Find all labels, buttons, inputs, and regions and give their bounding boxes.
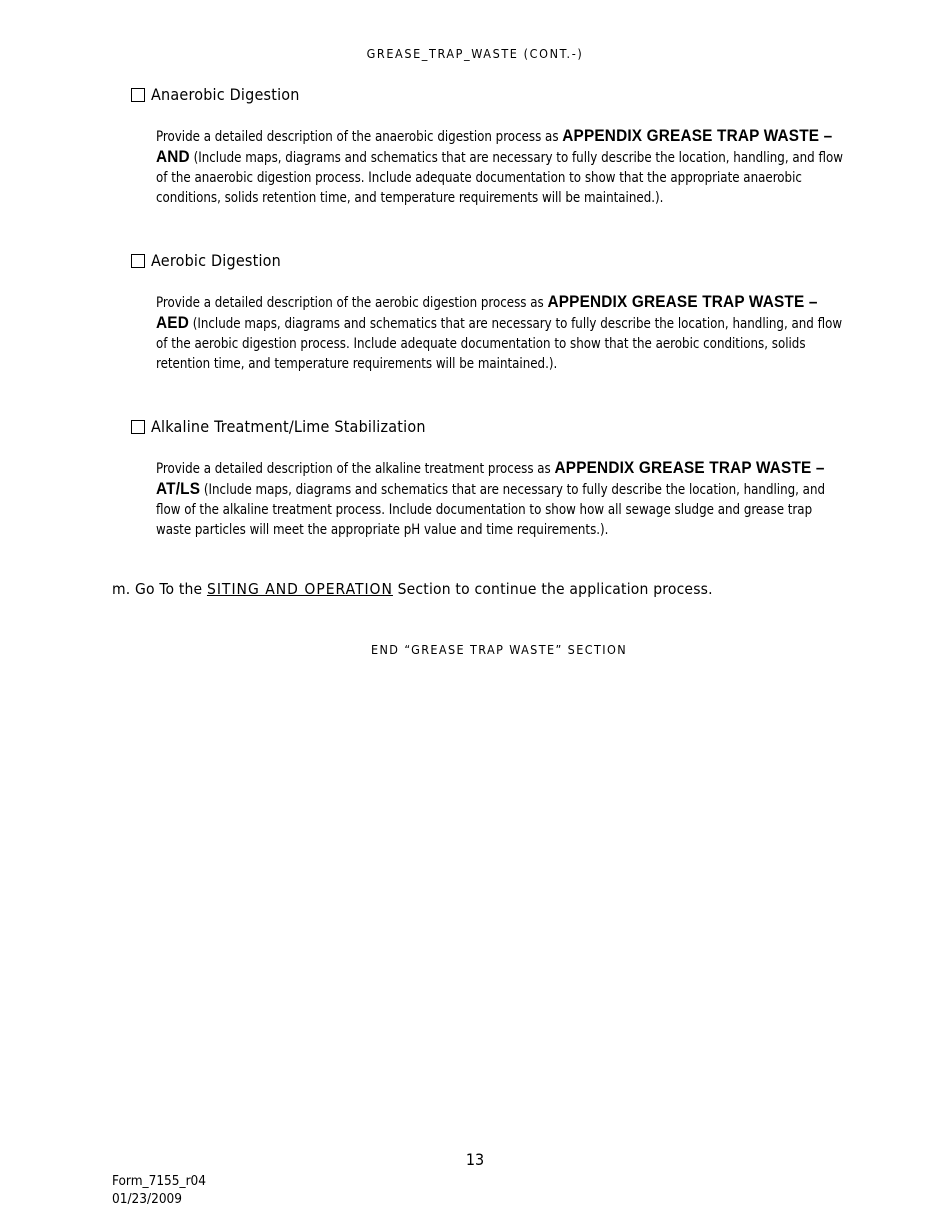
form-number: Form_7155_r04 — [112, 1173, 207, 1189]
option-alkaline-treatment[interactable] — [131, 417, 426, 436]
appendix-reference: APPENDIX GREASE TRAP WASTE – AT/LS — [156, 459, 825, 498]
form-date: 01/23/2009 — [112, 1191, 182, 1207]
anaerobic-digestion-label: Anaerobic Digestion — [151, 85, 300, 104]
aerobic-digestion-description — [156, 292, 846, 374]
description-text: Provide a detailed description of the aerobic digestion process as — [156, 295, 548, 311]
goto-suffix: Section to continue the application process. — [392, 580, 713, 598]
alkaline-treatment-label: Alkaline Treatment/Lime Stabilization — [151, 417, 426, 436]
end-section-marker: END “GREASE TRAP WASTE” SECTION — [370, 642, 628, 657]
anaerobic-digestion-description — [156, 126, 846, 208]
siting-and-operation-link[interactable]: SITING AND OPERATION — [206, 580, 393, 598]
alkaline-treatment-checkbox[interactable] — [131, 420, 145, 434]
description-text: (Include maps, diagrams and schematics that are necessary to fully describe the location, handling, and flow of the anaerobic digestion process. Include adequate documentation to show that the appropriate anaerobic conditions, solids retention time, and temperature requirements will be maintained.). — [156, 150, 843, 206]
option-aerobic-digestion[interactable] — [131, 251, 281, 270]
page-number: 13 — [465, 1150, 485, 1169]
aerobic-digestion-label: Aerobic Digestion — [151, 251, 281, 270]
description-text: (Include maps, diagrams and schematics that are necessary to fully describe the location, handling, and flow of the alkaline treatment process. Include documentation to show how all sewage sludge and grease trap waste particles will meet the appropriate pH value and time requirements.). — [156, 482, 826, 538]
description-text: Provide a detailed description of the alkaline treatment process as — [156, 461, 555, 477]
page-header: GREASE_TRAP_WASTE (CONT.-) — [366, 46, 584, 61]
description-text: (Include maps, diagrams and schematics that are necessary to fully describe the location, handling, and flow of the aerobic digestion process. Include adequate documentation to show that the aerobic conditions, solids retention time, and temperature requirements will be maintained.). — [156, 316, 843, 372]
anaerobic-digestion-checkbox[interactable] — [131, 88, 145, 102]
appendix-reference: APPENDIX GREASE TRAP WASTE – AND — [156, 127, 833, 166]
appendix-reference: APPENDIX GREASE TRAP WASTE – AED — [156, 293, 818, 332]
alkaline-treatment-description — [156, 458, 846, 540]
aerobic-digestion-checkbox[interactable] — [131, 254, 145, 268]
page-footer — [112, 1172, 206, 1208]
description-text: Provide a detailed description of the anaerobic digestion process as — [156, 129, 563, 145]
goto-prefix: m. Go To the — [112, 580, 207, 598]
goto-instruction — [112, 580, 713, 598]
option-anaerobic-digestion[interactable] — [131, 85, 300, 104]
